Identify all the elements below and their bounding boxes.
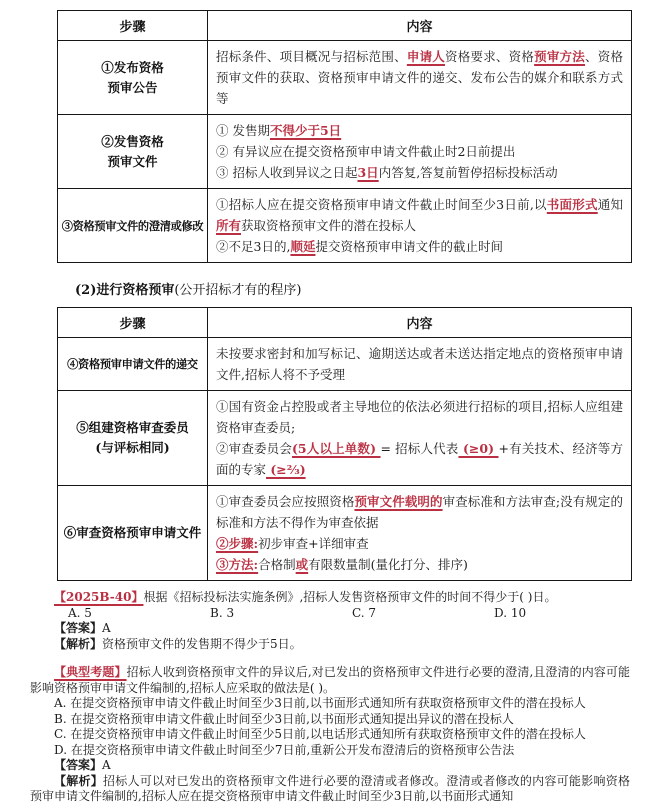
question-2025B-40 <box>30 590 630 606</box>
column-header-step: 步骤 <box>58 11 208 41</box>
step-line: ④资格预审申请文件的递交 <box>67 357 198 371</box>
text-segment: 审查标准和方法审查;没有规定的标准和方法不得作为审查依据 <box>216 494 623 530</box>
question-tag: 【2025B-40】 <box>54 590 144 604</box>
options-row <box>68 606 630 622</box>
text-segment: C. 在提交资格预审申请文件截止时间至少5日前,以电话形式通知所有获取资格预审文件的潜在投标人 <box>54 727 586 741</box>
text-segment: ③ 招标人收到异议之日起 <box>216 165 358 180</box>
answer-label: 【答案】 <box>54 758 103 772</box>
section-heading <box>75 279 632 298</box>
text-segment: A. 在提交资格预审申请文件截止时间至少3日前,以书面形式通知所有获取资格预审文件的潜在投标人 <box>54 696 586 710</box>
text-segment: ② 有异议应在提交资格预审申请文件截止时2日前提出 <box>216 144 516 159</box>
content-line <box>216 343 623 385</box>
content-cell <box>208 338 632 391</box>
step-line: 预审公告 <box>107 79 158 95</box>
content-cell <box>208 189 632 263</box>
text-segment: 顺延 <box>290 239 316 254</box>
content-line <box>216 120 623 141</box>
question-tag: 【典型考题】 <box>54 665 127 679</box>
text-segment: 或 <box>295 557 309 572</box>
column-header-content: 内容 <box>208 308 632 338</box>
section-title: (2)进行资格预审 <box>75 283 175 298</box>
text-segment: 合格制 <box>258 557 296 572</box>
text-segment: 招标人可以对已发出的资格预审文件进行必要的澄清或者修改。澄清或者修改的内容可能影响资格预审申请文件编制的,招标人应在提交资格预审申请文件截止时间至少3日前,以书面形式通知 <box>30 773 630 803</box>
option-item: A. 5 <box>68 605 92 620</box>
content-line <box>216 396 623 438</box>
text-segment: 招标条件、项目概况与招标范围、 <box>216 49 407 64</box>
answer-line <box>30 758 630 774</box>
text-segment: 根据《招标投标法实施条例》,招标人发售资格预审文件的时间不得少于( )日。 <box>143 590 557 604</box>
table-header-row <box>58 308 632 338</box>
text-segment: B. 在提交资格预审申请文件截止时间至少3日前,以书面形式通知提出异议的潜在投标人 <box>54 711 514 726</box>
content-line <box>216 533 623 554</box>
analysis-line <box>30 637 630 653</box>
step-line: ①发布资格 <box>101 59 164 75</box>
text-segment: 获取资格预审文件的潜在投标人 <box>241 218 417 233</box>
step-cell <box>58 115 208 189</box>
content-cell <box>208 41 632 115</box>
step-cell <box>58 41 208 115</box>
content-line <box>216 236 623 257</box>
step-cell <box>58 391 208 486</box>
answer-label: 【答案】 <box>54 621 103 635</box>
step-cell <box>58 189 208 263</box>
text-segment: 预审文件载明的 <box>354 494 443 509</box>
content-line <box>216 491 623 533</box>
text-segment: ②不足3日的, <box>216 239 291 254</box>
text-segment: 、资格预审文件的获取、资格预审申请文件的递交、发布公告的媒介和联系方式等 <box>216 49 623 106</box>
text-segment: = 招标人代表 <box>380 441 459 456</box>
text-segment: ②步骤: <box>216 536 259 551</box>
content-line <box>216 46 623 109</box>
text-segment: 资格预审文件的发售期不得少于5日。 <box>102 636 302 651</box>
text-segment: ① 发售期 <box>216 123 270 138</box>
analysis-line <box>30 774 630 805</box>
table-header-row <box>58 11 632 41</box>
content-line <box>216 438 623 480</box>
step-line: ③资格预审文件的澄清或修改 <box>61 218 204 233</box>
table-row <box>58 41 632 115</box>
text-segment: ②审查委员会 <box>216 441 292 456</box>
text-segment: 书面形式 <box>546 197 598 212</box>
typical-question <box>30 665 630 696</box>
table-body <box>58 338 632 581</box>
text-segment: A <box>102 758 111 772</box>
table-body <box>58 41 632 263</box>
answer-line <box>30 621 630 637</box>
text-segment: (5人以上单数) <box>292 441 381 456</box>
text-segment: 不得少于5日 <box>269 123 342 138</box>
content-cell <box>208 115 632 189</box>
text-segment: ①审查委员会应按照资格 <box>216 494 355 509</box>
qualification-announcement-table <box>57 10 632 263</box>
step-line: ⑥审查资格预审申请文件 <box>63 525 202 540</box>
text-segment: ③方法: <box>216 557 259 572</box>
step-cell <box>58 486 208 581</box>
content-line <box>216 554 623 575</box>
question-answer-block <box>30 590 630 805</box>
text-segment: (≥0) <box>458 441 499 456</box>
text-segment: 有限数量制(量化打分、排序) <box>308 557 468 572</box>
section-note: (公开招标才有的程序) <box>174 283 302 298</box>
text-segment: 预审方法 <box>534 49 586 64</box>
text-segment: +有关技术、经济等方面的专家 <box>216 441 623 477</box>
column-header-step: 步骤 <box>58 308 208 338</box>
text-segment: 通知 <box>597 197 623 212</box>
analysis-label: 【解析】 <box>54 636 103 651</box>
text-segment: ①招标人应在提交资格预审申请文件截止时间至少3日前,以 <box>216 197 547 212</box>
text-segment: 内答复,答复前暂停招标投标活动 <box>378 165 558 180</box>
text-segment: A <box>102 621 111 635</box>
step-line: (与评标相同) <box>95 440 170 455</box>
step-line: ⑤组建资格审查委员 <box>76 420 189 435</box>
text-segment: 资格要求、资格 <box>445 49 535 64</box>
table-row <box>58 338 632 391</box>
text-segment: 招标人收到资格预审文件的异议后,对已发出的资格预审文件进行必要的澄清,且澄清的内容可能影响资格预审申请文件编制的,招标人应采取的做法是( )。 <box>30 665 630 695</box>
table-row <box>58 115 632 189</box>
content-line <box>216 194 623 236</box>
table-row <box>58 189 632 263</box>
content-line <box>216 141 623 162</box>
text-segment: 申请人 <box>406 49 446 64</box>
step-cell <box>58 338 208 391</box>
analysis-label: 【解析】 <box>54 773 104 788</box>
column-header-content: 内容 <box>208 11 632 41</box>
text-segment: ①国有资金占控股或者主导地位的依法必须进行招标的项目,招标人应组建资格审查委员; <box>216 399 623 435</box>
content-line <box>216 162 623 183</box>
option-a <box>30 696 630 712</box>
content-cell <box>208 486 632 581</box>
option-c <box>30 727 630 743</box>
text-segment: 未按要求密封和加写标记、逾期送达或者未送达指定地点的资格预审申请文件,招标人将不予受理 <box>216 346 623 382</box>
content-cell <box>208 391 632 486</box>
text-segment: (≥⅔) <box>266 462 306 477</box>
text-segment: 所有 <box>216 218 242 233</box>
option-item: C. 7 <box>352 605 377 620</box>
text-segment: 提交资格预审申请文件的截止时间 <box>315 239 503 254</box>
option-item: B. 3 <box>210 605 235 620</box>
text-segment: 初步审查+详细审查 <box>258 536 369 551</box>
table-row <box>58 391 632 486</box>
step-line: 预审文件 <box>107 153 158 169</box>
option-d <box>30 743 630 759</box>
text-segment: 3日 <box>357 165 379 180</box>
qualification-review-table <box>57 307 632 581</box>
table-row <box>58 486 632 581</box>
step-line: ②发售资格 <box>101 133 164 149</box>
option-b <box>30 712 630 728</box>
text-segment: D. 在提交资格预审申请文件截止时间至少7日前,重新公开发布澄清后的资格预审公告法 <box>54 742 515 757</box>
option-item: D. 10 <box>494 605 527 620</box>
